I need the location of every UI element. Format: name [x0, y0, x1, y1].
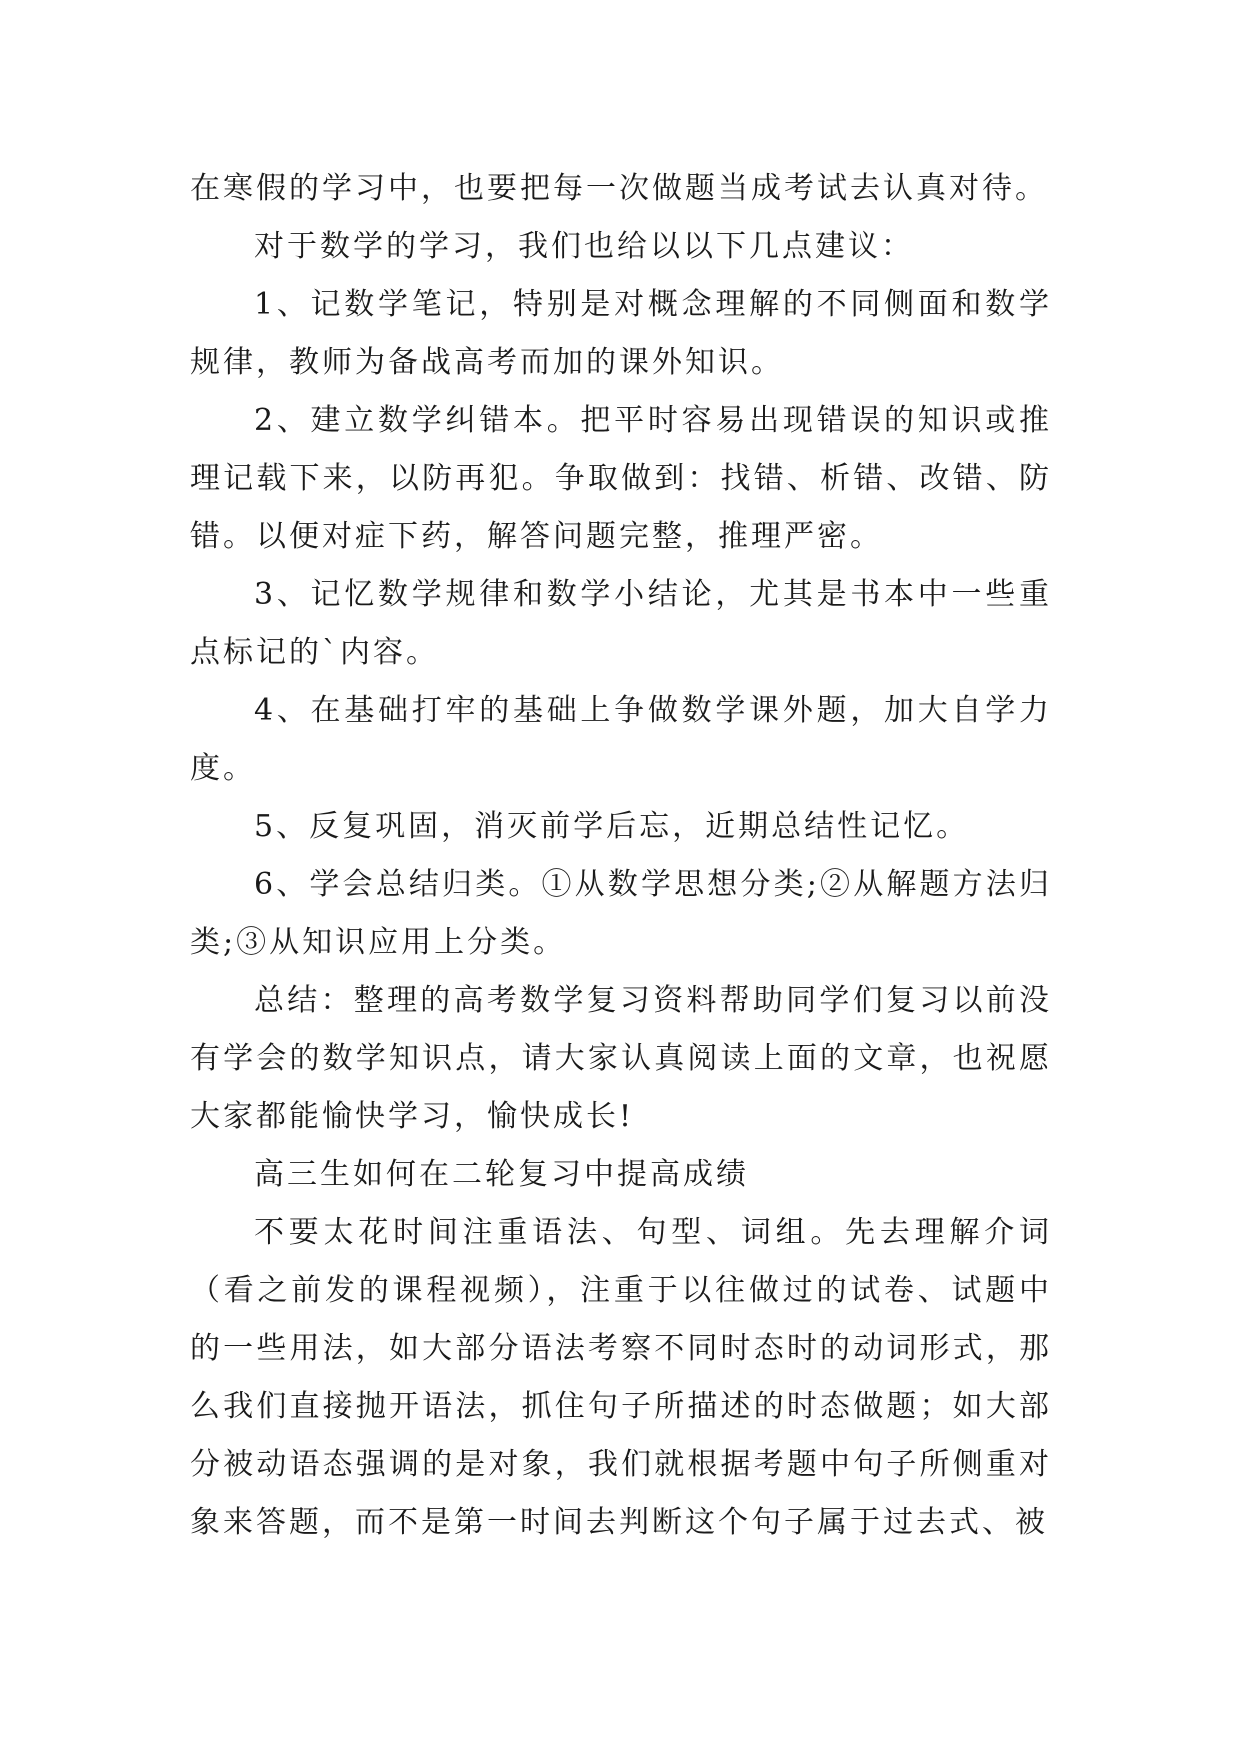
- paragraph-advice-6: 6、学会总结归类。①从数学思想分类;②从解题方法归类;③从知识应用上分类。: [190, 867, 1052, 960]
- paragraph-summary: 总结：整理的高考数学复习资料帮助同学们复习以前没有学会的数学知识点，请大家认真阅读上面的文章，也祝愿大家都能愉快学习，愉快成长!: [190, 983, 1052, 1134]
- paragraph-advice-1: 1、记数学笔记，特别是对概念理解的不同侧面和数学规律，教师为备战高考而加的课外知识。: [190, 287, 1052, 380]
- section-heading: 高三生如何在二轮复习中提高成绩: [254, 1157, 749, 1192]
- paragraph-advice-3: 3、记忆数学规律和数学小结论，尤其是书本中一些重点标记的`内容。: [190, 577, 1052, 670]
- paragraph-grammar-advice: 不要太花时间注重语法、句型、词组。先去理解介词（看之前发的课程视频），注重于以往做过的试卷、试题中的一些用法，如大部分语法考察不同时态时的动词形式，那么我们直接抛开语法，抓住句子所描述的时态做题；如大部分被动语态强调的是对象，我们就根据考题中句子所侧重对象来答题，而不是第一时间去判断这个句子属于过去式、被: [190, 1215, 1052, 1540]
- document-body: [190, 160, 1052, 1552]
- paragraph-advice-5: 5、反复巩固，消灭前学后忘，近期总结性记忆。: [254, 809, 970, 844]
- paragraph-continuation: 在寒假的学习中，也要把每一次做题当成考试去认真对待。: [190, 171, 1048, 206]
- paragraph-advice-2: 2、建立数学纠错本。把平时容易出现错误的知识或推理记载下来，以防再犯。争取做到：找错、析错、改错、防错。以便对症下药，解答问题完整，推理严密。: [190, 403, 1052, 554]
- paragraph-advice-4: 4、在基础打牢的基础上争做数学课外题，加大自学力度。: [190, 693, 1052, 786]
- paragraph-math-advice-intro: 对于数学的学习，我们也给以以下几点建议：: [254, 229, 914, 264]
